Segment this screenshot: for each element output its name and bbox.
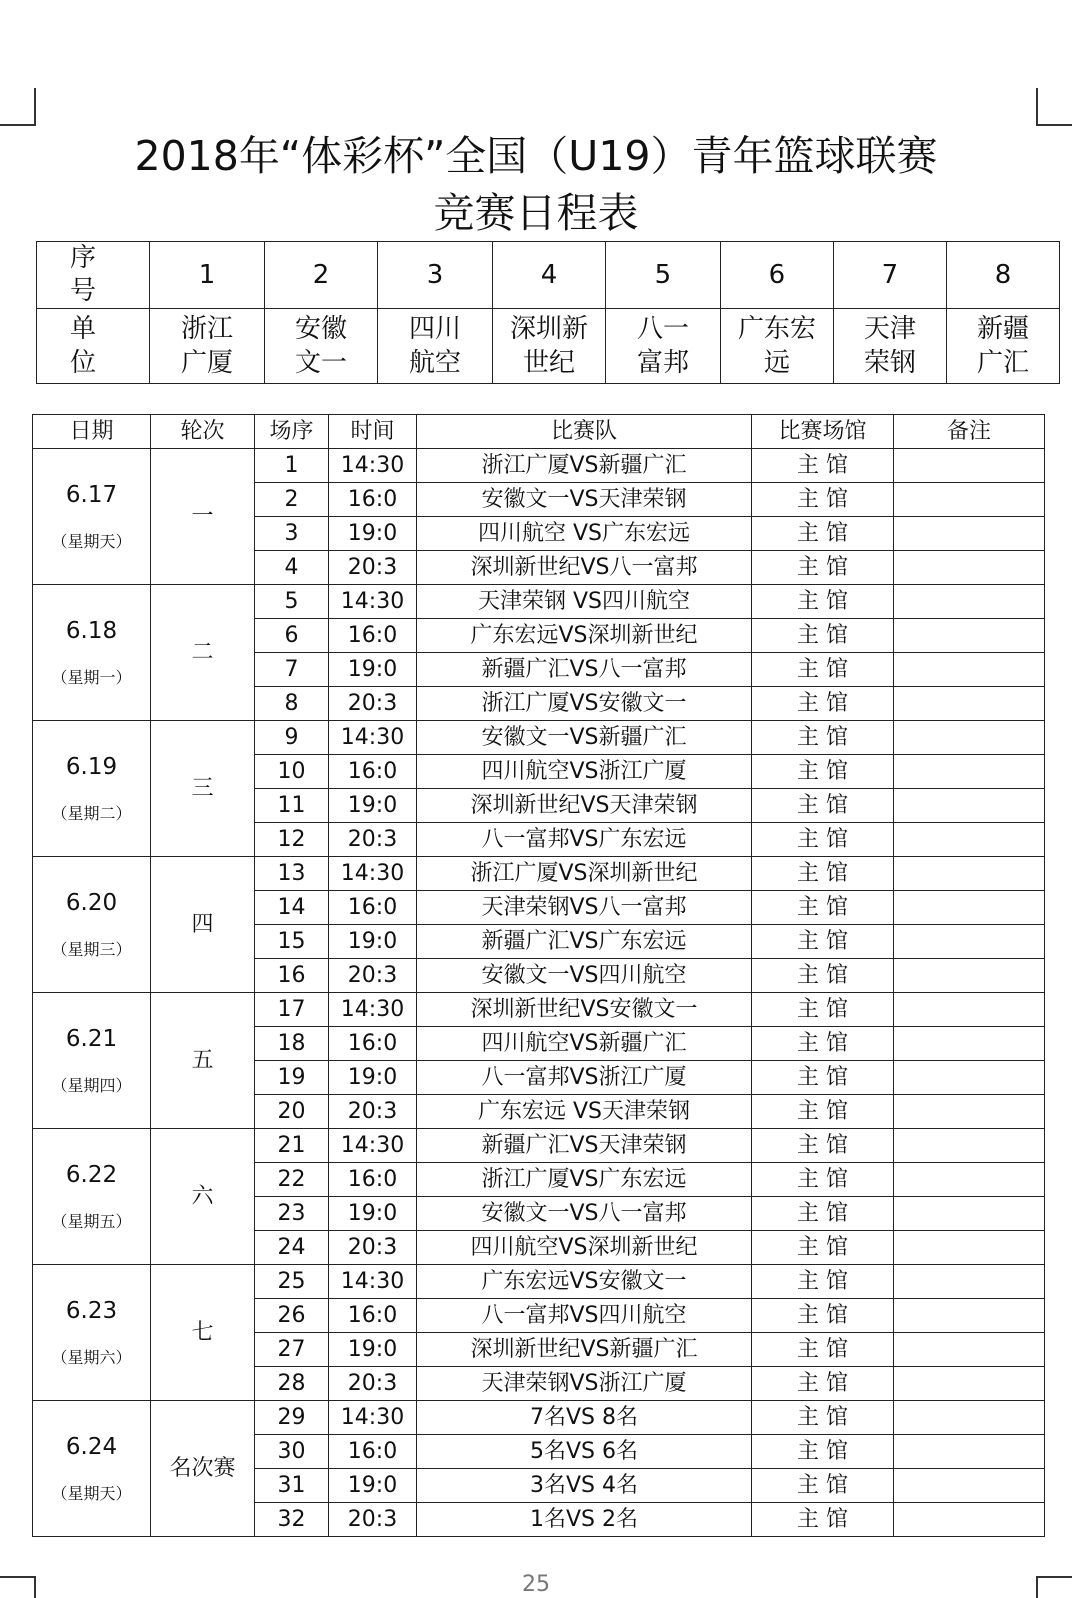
game-notes <box>894 823 1045 857</box>
match-teams: 八一富邦VS浙江广厦 <box>417 1061 752 1095</box>
date-value: 6.20 <box>65 890 118 917</box>
match-teams: 八一富邦VS广东宏远 <box>417 823 752 857</box>
game-notes <box>894 993 1045 1027</box>
game-number: 22 <box>255 1163 329 1197</box>
team-unit <box>946 309 1059 384</box>
schedule-table <box>32 414 1045 1537</box>
schedule-header-row <box>33 415 1045 449</box>
date-cell <box>33 1265 151 1401</box>
game-time: 20:3 <box>329 1231 417 1265</box>
game-venue: 主 馆 <box>752 925 894 959</box>
game-number: 30 <box>255 1435 329 1469</box>
game-time: 14:30 <box>329 1129 417 1163</box>
match-teams: 新疆广汇VS八一富邦 <box>417 653 752 687</box>
round-cell: 二 <box>151 585 255 721</box>
team-unit-line2: 远 <box>763 348 790 378</box>
schedule-body <box>33 449 1045 1537</box>
table-row <box>33 1129 1045 1163</box>
header-notes: 备注 <box>894 415 1045 449</box>
team-table <box>36 241 1060 384</box>
team-unit-line1: 广东宏 <box>737 314 816 344</box>
match-teams: 四川航空VS新疆广汇 <box>417 1027 752 1061</box>
game-number: 4 <box>255 551 329 585</box>
date-cell <box>33 1401 151 1537</box>
game-notes <box>894 1299 1045 1333</box>
match-teams: 新疆广汇VS天津荣钢 <box>417 1129 752 1163</box>
team-unit-line2: 广厦 <box>180 348 233 378</box>
weekday-label: （星期五） <box>51 1211 132 1231</box>
game-time: 14:30 <box>329 721 417 755</box>
team-unit <box>264 309 377 384</box>
game-venue: 主 馆 <box>752 1435 894 1469</box>
date-value: 6.21 <box>65 1026 118 1053</box>
game-notes <box>894 585 1045 619</box>
team-unit-line2: 世纪 <box>522 348 575 378</box>
match-teams: 四川航空 VS广东宏远 <box>417 517 752 551</box>
game-time: 19:0 <box>329 1061 417 1095</box>
game-number: 11 <box>255 789 329 823</box>
game-notes <box>894 925 1045 959</box>
match-teams: 3名VS 4名 <box>417 1469 752 1503</box>
round-cell: 六 <box>151 1129 255 1265</box>
game-venue: 主 馆 <box>752 721 894 755</box>
game-time: 14:30 <box>329 1265 417 1299</box>
game-notes <box>894 687 1045 721</box>
game-time: 16:0 <box>329 619 417 653</box>
game-number: 15 <box>255 925 329 959</box>
header-time: 时间 <box>329 415 417 449</box>
game-time: 19:0 <box>329 1469 417 1503</box>
game-number: 12 <box>255 823 329 857</box>
match-teams: 7名VS 8名 <box>417 1401 752 1435</box>
game-time: 16:0 <box>329 755 417 789</box>
game-venue: 主 馆 <box>752 1027 894 1061</box>
game-venue: 主 馆 <box>752 1095 894 1129</box>
game-time: 20:3 <box>329 1367 417 1401</box>
game-time: 20:3 <box>329 1095 417 1129</box>
game-time: 19:0 <box>329 517 417 551</box>
game-number: 31 <box>255 1469 329 1503</box>
page-subtitle: 竞赛日程表 <box>433 189 639 237</box>
game-time: 19:0 <box>329 789 417 823</box>
game-time: 14:30 <box>329 993 417 1027</box>
game-number: 32 <box>255 1503 329 1537</box>
round-cell: 名次赛 <box>151 1401 255 1537</box>
date-value: 6.22 <box>65 1162 118 1189</box>
game-number: 3 <box>255 517 329 551</box>
game-number: 13 <box>255 857 329 891</box>
page-title: 2018年“体彩杯”全国（U19）青年篮球联赛 <box>134 132 938 180</box>
team-unit-line2: 荣钢 <box>863 348 916 378</box>
match-teams: 深圳新世纪VS安徽文一 <box>417 993 752 1027</box>
header-date: 日期 <box>33 415 151 449</box>
team-number: 3 <box>377 242 492 309</box>
game-venue: 主 馆 <box>752 1367 894 1401</box>
game-notes <box>894 891 1045 925</box>
game-notes <box>894 1027 1045 1061</box>
date-cell <box>33 993 151 1129</box>
team-unit-line2: 富邦 <box>636 348 689 378</box>
game-notes <box>894 1435 1045 1469</box>
game-number: 16 <box>255 959 329 993</box>
game-notes <box>894 517 1045 551</box>
game-time: 20:3 <box>329 823 417 857</box>
match-teams: 深圳新世纪VS天津荣钢 <box>417 789 752 823</box>
team-unit-line1: 四川 <box>408 314 461 344</box>
unit-label: 单 位 <box>37 309 150 384</box>
round-cell: 一 <box>151 449 255 585</box>
game-number: 17 <box>255 993 329 1027</box>
match-teams: 广东宏远VS深圳新世纪 <box>417 619 752 653</box>
team-unit-line1: 浙江 <box>180 314 233 344</box>
page-number: 25 <box>522 1572 550 1597</box>
game-venue: 主 馆 <box>752 1129 894 1163</box>
game-notes <box>894 653 1045 687</box>
header-round: 轮次 <box>151 415 255 449</box>
match-teams: 广东宏远 VS天津荣钢 <box>417 1095 752 1129</box>
game-notes <box>894 1163 1045 1197</box>
game-venue: 主 馆 <box>752 449 894 483</box>
match-teams: 四川航空VS浙江广厦 <box>417 755 752 789</box>
game-time: 16:0 <box>329 1027 417 1061</box>
game-time: 19:0 <box>329 925 417 959</box>
date-cell <box>33 1129 151 1265</box>
match-teams: 八一富邦VS四川航空 <box>417 1299 752 1333</box>
game-time: 19:0 <box>329 1333 417 1367</box>
game-notes <box>894 1061 1045 1095</box>
team-unit-line2: 文一 <box>294 348 347 378</box>
date-value: 6.24 <box>65 1434 118 1461</box>
header-match: 比赛队 <box>417 415 752 449</box>
game-number: 24 <box>255 1231 329 1265</box>
game-venue: 主 馆 <box>752 687 894 721</box>
date-value: 6.19 <box>65 754 118 781</box>
team-unit-row <box>37 309 1060 384</box>
team-unit <box>833 309 946 384</box>
game-number: 14 <box>255 891 329 925</box>
game-time: 16:0 <box>329 1163 417 1197</box>
game-venue: 主 馆 <box>752 619 894 653</box>
match-teams: 深圳新世纪VS八一富邦 <box>417 551 752 585</box>
header-venue: 比赛场馆 <box>752 415 894 449</box>
team-unit-line1: 天津 <box>863 314 916 344</box>
game-number: 1 <box>255 449 329 483</box>
match-teams: 浙江广厦VS深圳新世纪 <box>417 857 752 891</box>
team-index-row <box>37 242 1060 309</box>
match-teams: 广东宏远VS安徽文一 <box>417 1265 752 1299</box>
team-number: 7 <box>833 242 946 309</box>
round-cell: 四 <box>151 857 255 993</box>
weekday-label: （星期六） <box>51 1347 132 1367</box>
match-teams: 四川航空VS深圳新世纪 <box>417 1231 752 1265</box>
team-unit-line1: 安徽 <box>294 314 347 344</box>
match-teams: 天津荣钢 VS四川航空 <box>417 585 752 619</box>
game-venue: 主 馆 <box>752 1299 894 1333</box>
team-number: 4 <box>492 242 605 309</box>
game-time: 19:0 <box>329 653 417 687</box>
team-number: 1 <box>149 242 264 309</box>
game-venue: 主 馆 <box>752 1197 894 1231</box>
game-notes <box>894 483 1045 517</box>
game-venue: 主 馆 <box>752 585 894 619</box>
game-time: 16:0 <box>329 1435 417 1469</box>
game-number: 26 <box>255 1299 329 1333</box>
game-notes <box>894 1367 1045 1401</box>
game-number: 28 <box>255 1367 329 1401</box>
game-number: 5 <box>255 585 329 619</box>
weekday-label: （星期三） <box>51 939 132 959</box>
team-unit <box>720 309 833 384</box>
game-time: 20:3 <box>329 1503 417 1537</box>
game-number: 6 <box>255 619 329 653</box>
game-notes <box>894 551 1045 585</box>
match-teams: 安徽文一VS四川航空 <box>417 959 752 993</box>
match-teams: 5名VS 6名 <box>417 1435 752 1469</box>
game-number: 7 <box>255 653 329 687</box>
team-number: 2 <box>264 242 377 309</box>
game-number: 20 <box>255 1095 329 1129</box>
game-venue: 主 馆 <box>752 1503 894 1537</box>
game-notes <box>894 1265 1045 1299</box>
game-venue: 主 馆 <box>752 1469 894 1503</box>
weekday-label: （星期一） <box>51 667 132 687</box>
match-teams: 安徽文一VS新疆广汇 <box>417 721 752 755</box>
game-venue: 主 馆 <box>752 1401 894 1435</box>
match-teams: 安徽文一VS八一富邦 <box>417 1197 752 1231</box>
weekday-label: （星期天） <box>51 1483 132 1503</box>
game-time: 20:3 <box>329 687 417 721</box>
game-notes <box>894 755 1045 789</box>
team-unit-line1: 新疆 <box>976 314 1029 344</box>
game-number: 23 <box>255 1197 329 1231</box>
team-unit <box>605 309 720 384</box>
game-number: 10 <box>255 755 329 789</box>
game-time: 20:3 <box>329 551 417 585</box>
match-teams: 安徽文一VS天津荣钢 <box>417 483 752 517</box>
game-venue: 主 馆 <box>752 823 894 857</box>
game-venue: 主 馆 <box>752 993 894 1027</box>
game-time: 14:30 <box>329 449 417 483</box>
game-time: 16:0 <box>329 1299 417 1333</box>
team-unit <box>149 309 264 384</box>
team-number: 5 <box>605 242 720 309</box>
game-notes <box>894 959 1045 993</box>
team-unit-line1: 深圳新 <box>509 314 588 344</box>
game-number: 18 <box>255 1027 329 1061</box>
date-value: 6.17 <box>65 482 118 509</box>
match-teams: 浙江广厦VS新疆广汇 <box>417 449 752 483</box>
game-venue: 主 馆 <box>752 891 894 925</box>
game-number: 2 <box>255 483 329 517</box>
date-value: 6.23 <box>65 1298 118 1325</box>
game-time: 19:0 <box>329 1197 417 1231</box>
table-row <box>33 721 1045 755</box>
game-time: 16:0 <box>329 483 417 517</box>
weekday-label: （星期四） <box>51 1075 132 1095</box>
game-notes <box>894 619 1045 653</box>
crop-mark-top-left <box>0 88 36 126</box>
match-teams: 浙江广厦VS安徽文一 <box>417 687 752 721</box>
game-number: 9 <box>255 721 329 755</box>
game-time: 16:0 <box>329 891 417 925</box>
round-cell: 五 <box>151 993 255 1129</box>
team-unit-line1: 八一 <box>636 314 689 344</box>
team-unit <box>492 309 605 384</box>
table-row <box>33 1401 1045 1435</box>
crop-mark-top-right <box>1036 88 1072 126</box>
game-notes <box>894 1469 1045 1503</box>
header-game-no: 场序 <box>255 415 329 449</box>
round-cell: 三 <box>151 721 255 857</box>
game-venue: 主 馆 <box>752 959 894 993</box>
table-row <box>33 585 1045 619</box>
team-unit <box>377 309 492 384</box>
game-venue: 主 馆 <box>752 1061 894 1095</box>
game-notes <box>894 857 1045 891</box>
game-venue: 主 馆 <box>752 755 894 789</box>
date-value: 6.18 <box>65 618 118 645</box>
round-cell: 七 <box>151 1265 255 1401</box>
game-venue: 主 馆 <box>752 483 894 517</box>
weekday-label: （星期二） <box>51 803 132 823</box>
game-notes <box>894 721 1045 755</box>
game-venue: 主 馆 <box>752 1265 894 1299</box>
date-cell <box>33 857 151 993</box>
game-venue: 主 馆 <box>752 1333 894 1367</box>
table-row <box>33 857 1045 891</box>
team-number: 6 <box>720 242 833 309</box>
match-teams: 天津荣钢VS浙江广厦 <box>417 1367 752 1401</box>
game-notes <box>894 1197 1045 1231</box>
match-teams: 1名VS 2名 <box>417 1503 752 1537</box>
table-row <box>33 1265 1045 1299</box>
game-notes <box>894 1095 1045 1129</box>
match-teams: 深圳新世纪VS新疆广汇 <box>417 1333 752 1367</box>
table-row <box>33 449 1045 483</box>
date-cell <box>33 585 151 721</box>
match-teams: 浙江广厦VS广东宏远 <box>417 1163 752 1197</box>
team-number: 8 <box>946 242 1059 309</box>
weekday-label: （星期天） <box>51 531 132 551</box>
game-notes <box>894 789 1045 823</box>
game-number: 29 <box>255 1401 329 1435</box>
game-venue: 主 馆 <box>752 517 894 551</box>
game-time: 14:30 <box>329 585 417 619</box>
team-unit-line2: 广汇 <box>976 348 1029 378</box>
game-time: 14:30 <box>329 857 417 891</box>
index-label: 序 号 <box>37 242 150 309</box>
game-venue: 主 馆 <box>752 1163 894 1197</box>
game-notes <box>894 1401 1045 1435</box>
game-number: 27 <box>255 1333 329 1367</box>
match-teams: 新疆广汇VS广东宏远 <box>417 925 752 959</box>
game-notes <box>894 1333 1045 1367</box>
game-venue: 主 馆 <box>752 551 894 585</box>
game-number: 8 <box>255 687 329 721</box>
game-venue: 主 馆 <box>752 857 894 891</box>
game-number: 21 <box>255 1129 329 1163</box>
team-unit-line2: 航空 <box>408 348 461 378</box>
game-venue: 主 馆 <box>752 653 894 687</box>
game-notes <box>894 1503 1045 1537</box>
game-time: 14:30 <box>329 1401 417 1435</box>
date-cell <box>33 449 151 585</box>
table-row <box>33 993 1045 1027</box>
game-number: 19 <box>255 1061 329 1095</box>
game-venue: 主 馆 <box>752 789 894 823</box>
game-notes <box>894 1231 1045 1265</box>
game-notes <box>894 1129 1045 1163</box>
game-number: 25 <box>255 1265 329 1299</box>
game-time: 20:3 <box>329 959 417 993</box>
match-teams: 天津荣钢VS八一富邦 <box>417 891 752 925</box>
game-notes <box>894 449 1045 483</box>
date-cell <box>33 721 151 857</box>
game-venue: 主 馆 <box>752 1231 894 1265</box>
